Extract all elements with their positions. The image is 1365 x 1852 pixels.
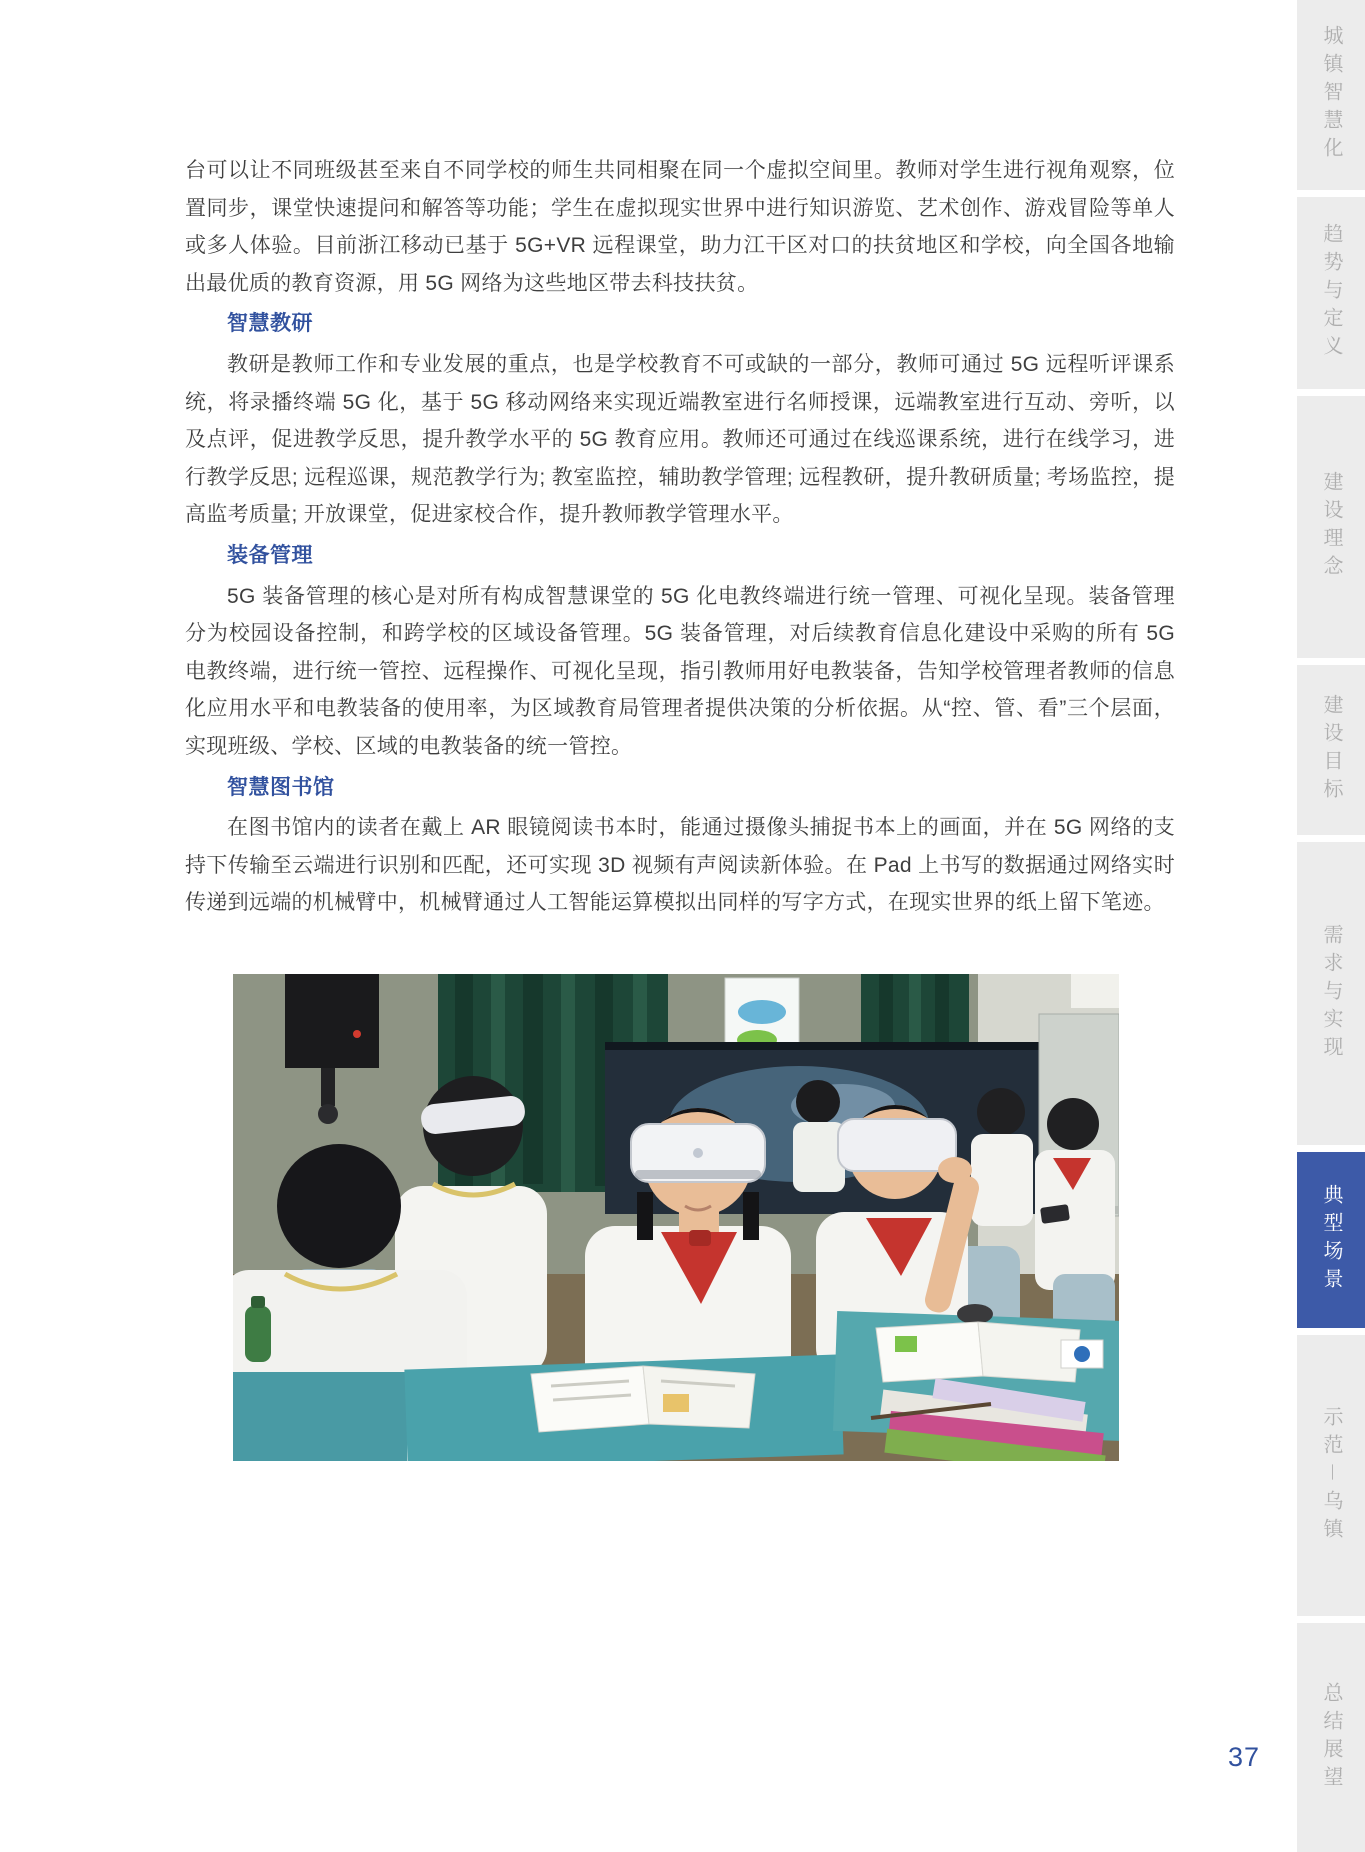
sidebar-item-typical-scenarios	[1297, 1152, 1365, 1328]
sidebar-item-label: 建设理念	[1320, 471, 1342, 583]
intro-paragraph: 台可以让不同班级甚至来自不同学校的师生共同相聚在同一个虚拟空间里。教师对学生进行视角观察，位置同步，课堂快速提问和解答等功能；学生在虚拟现实世界中进行知识游览、艺术创作、游戏冒险等单人或多人体验。目前浙江移动已基于 5G+VR 远程课堂，助力江干区对口的扶贫地区和学校，向全国各地输出最优质的教育资源，用 5G 网络为这些地区带去科技扶贫。	[185, 159, 1175, 295]
section-body: 在图书馆内的读者在戴上 AR 眼镜阅读书本时，能通过摄像头捕捉书本上的画面，并在 5G 网络的支持下传输至云端进行识别和匹配，还可实现 3D 视频有声阅读新体验。在 Pad 上书写的数据通过网络实时传递到远端的机械臂中，机械臂通过人工智能运算模拟出同样的写字方式，在现实世界的纸上留下笔迹。	[185, 816, 1175, 915]
section-heading: 智慧图书馆	[227, 775, 335, 799]
sidebar-item-label: 城镇智慧化	[1320, 25, 1342, 165]
section-heading: 装备管理	[227, 543, 313, 567]
open-book-center	[531, 1366, 755, 1432]
sidebar-item-trends-definition	[1297, 197, 1365, 389]
sidebar-item-needs-implementation	[1297, 842, 1365, 1145]
section-body: 教研是教师工作和专业发展的重点，也是学校教育不可或缺的一部分，教师可通过 5G 远程听评课系统，将录播终端 5G 化，基于 5G 移动网络来实现近端教室进行名师授课，远端教室进行互动、旁听，以及点评，促进教学反思，提升教学水平的 5G 教育应用。教师还可通过在线巡课系统，进行在线学习，进行教学反思; 远程巡课，规范教学行为; 教室监控，辅助教学管理; 远程教研，提升教研质量; 考场监控，提高监考质量; 开放课堂，促进家校合作，提升教师教学管理水平。	[185, 352, 1175, 527]
sidebar-item-label: 示范－乌镇	[1320, 1405, 1342, 1546]
sidebar-item-construction-concept	[1297, 396, 1365, 658]
sidebar-item-summary-outlook	[1297, 1623, 1365, 1852]
sidebar-item-demo-wuzhen	[1297, 1335, 1365, 1616]
section-smart-teaching-research	[185, 305, 1175, 534]
sidebar-item-label: 趋势与定义	[1320, 223, 1342, 363]
open-book-right	[876, 1322, 1103, 1382]
sidebar-item-construction-goals	[1297, 665, 1365, 835]
page-number: 37	[1228, 1742, 1261, 1772]
classroom-vr-photo	[233, 974, 1119, 1461]
sidebar-item-label: 典型场景	[1320, 1184, 1342, 1296]
section-equipment-management	[185, 537, 1175, 766]
sidebar-item-urban-smartification	[1297, 0, 1365, 190]
sidebar-item-label: 总结展望	[1320, 1681, 1342, 1794]
sidebar-item-label: 需求与实现	[1320, 923, 1342, 1064]
section-body: 5G 装备管理的核心是对所有构成智慧课堂的 5G 化电教终端进行统一管理、可视化呈现。装备管理分为校园设备控制，和跨学校的区域设备管理。5G 装备管理，对后续教育信息化建设中采购的所有 5G 电教终端，进行统一管控、远程操作、可视化呈现，指引教师用好电教装备，告知学校管理者教师的信息化应用水平和电教装备的使用率，为区域教育局管理者提供决策的分析依据。从“控、管、看”三个层面，实现班级、学校、区域的电教装备的统一管控。	[185, 584, 1175, 758]
main-text-column	[185, 152, 1175, 1461]
section-heading: 智慧教研	[227, 312, 313, 336]
section-smart-library	[185, 769, 1175, 922]
sidebar-item-label: 建设目标	[1320, 694, 1342, 806]
